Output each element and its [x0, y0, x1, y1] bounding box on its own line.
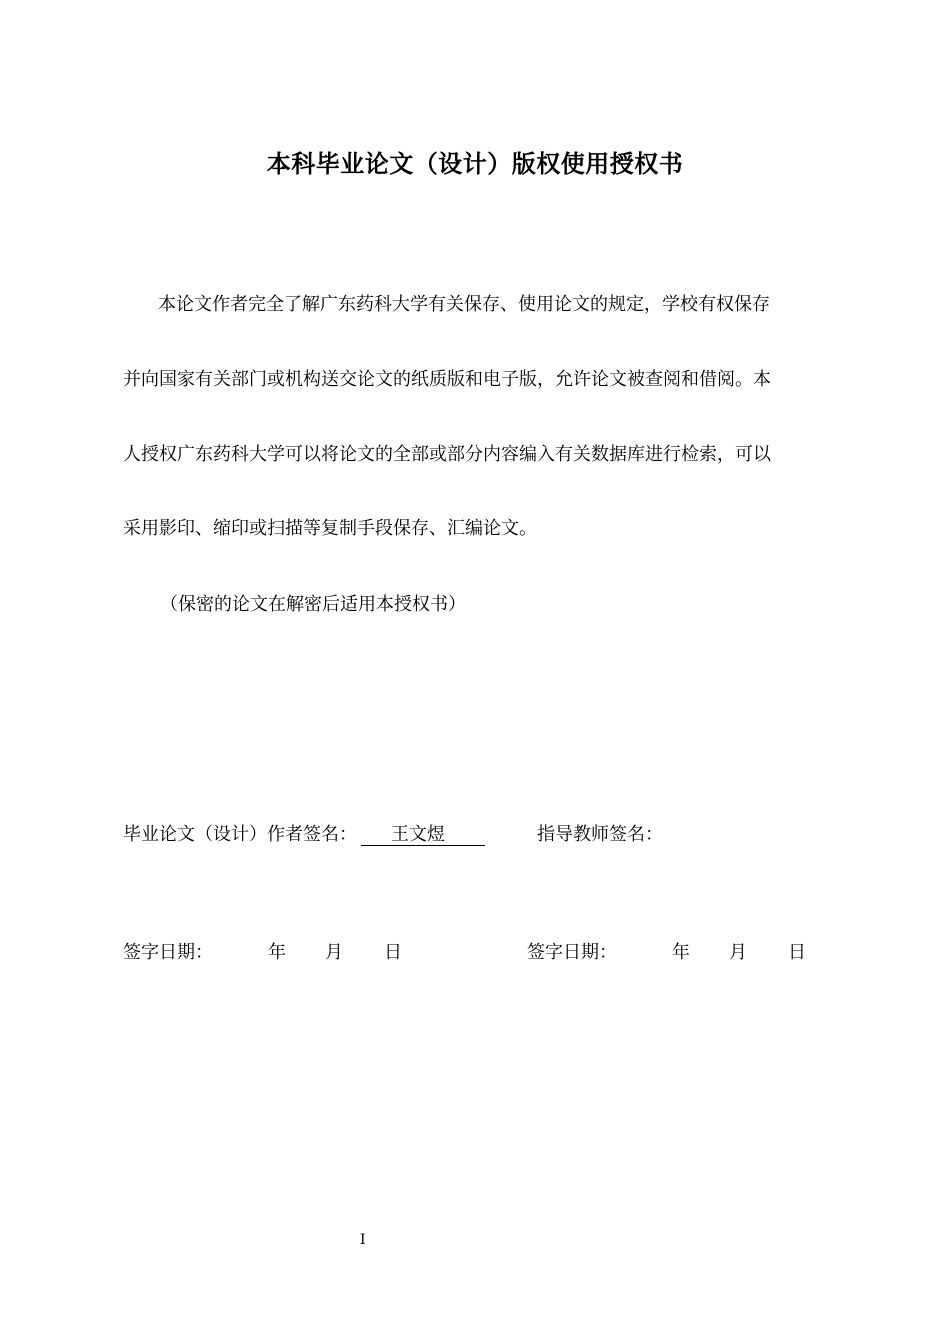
confidential-note: （保密的论文在解密后适用本授权书） [160, 594, 466, 615]
paragraph-line-2: 并向国家有关部门或机构送交论文的纸质版和电子版，允许论文被查阅和借阅。本 [123, 369, 771, 390]
author-signature-label: 毕业论文（设计）作者签名： [123, 824, 357, 845]
paragraph-line-3: 人授权广东药科大学可以将论文的全部或部分内容编入有关数据库进行检索，可以 [123, 444, 771, 465]
teacher-signature-label: 指导教师签名： [537, 824, 663, 845]
document-title: 本科毕业论文（设计）版权使用授权书 [266, 150, 684, 178]
author-date-month: 月 [325, 942, 343, 963]
author-date-label: 签字日期： [123, 942, 213, 963]
paragraph-line-1: 本论文作者完全了解广东药科大学有关保存、使用论文的规定，学校有权保存 [158, 294, 770, 315]
author-signature-row [123, 820, 485, 846]
teacher-date-year: 年 [672, 942, 690, 963]
paragraph-line-4: 采用影印、缩印或扫描等复制手段保存、汇编论文。 [123, 518, 537, 539]
teacher-date-day: 日 [788, 942, 806, 963]
author-signature-name: 王文煜 [361, 825, 485, 846]
teacher-date-label: 签字日期： [527, 942, 617, 963]
author-date-year: 年 [268, 942, 286, 963]
author-date-day: 日 [384, 942, 402, 963]
teacher-date-month: 月 [729, 942, 747, 963]
page-number: I [360, 1232, 366, 1248]
